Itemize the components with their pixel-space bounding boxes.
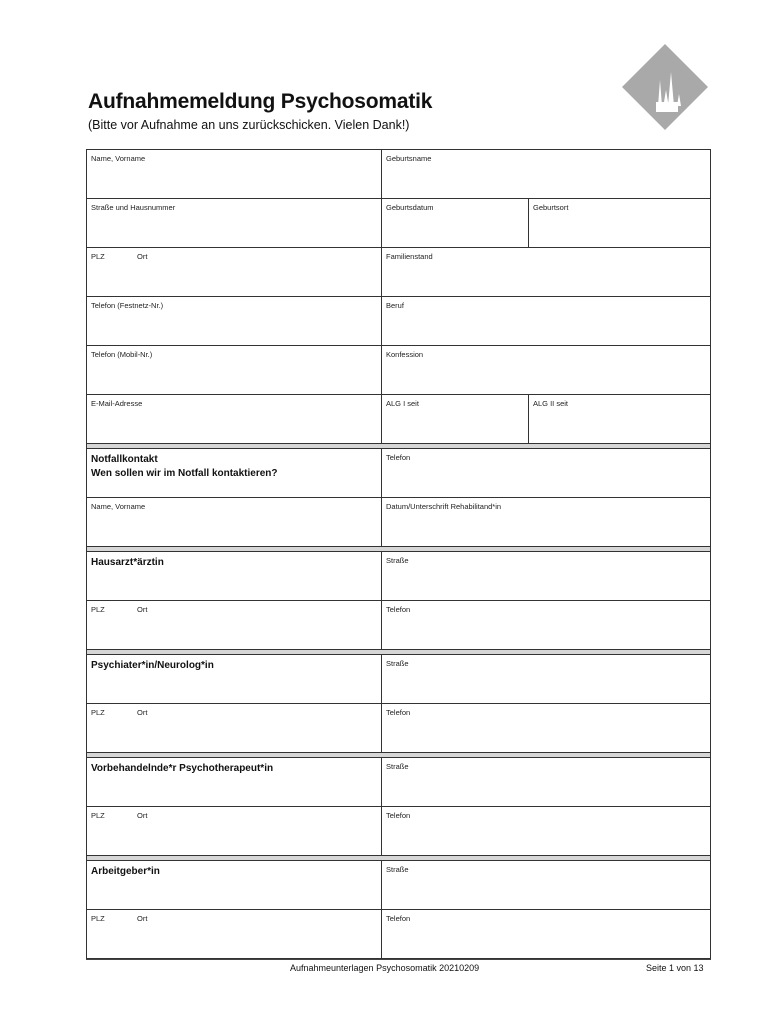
footer-page-number: Seite 1 von 13 xyxy=(646,963,704,973)
section-heading: Notfallkontakt Wen sollen wir im Notfall kontaktieren? xyxy=(91,454,278,479)
footer-divider xyxy=(86,959,711,960)
form-row xyxy=(86,149,711,199)
field-label: Ort xyxy=(137,252,148,261)
field-label: Name, Vorname xyxy=(91,502,146,511)
form-row xyxy=(86,910,711,959)
field-label: Ort xyxy=(137,708,148,717)
form-row xyxy=(86,861,711,910)
field-label: Ort xyxy=(137,811,148,820)
field-label: Straße xyxy=(386,865,409,874)
konfession-field[interactable] xyxy=(381,346,710,394)
field-label: ALG I seit xyxy=(386,399,419,408)
familienstand-field[interactable] xyxy=(381,248,710,296)
psychiater-plz-ort-field[interactable] xyxy=(87,704,381,752)
cathedral-diamond-logo-icon xyxy=(622,44,708,130)
field-label: Telefon (Mobil-Nr.) xyxy=(91,350,153,359)
field-label: Straße xyxy=(386,659,409,668)
psychotherapeut-telefon-field[interactable] xyxy=(381,807,710,855)
psychotherapeut-strasse-field[interactable] xyxy=(381,758,710,806)
email-field[interactable] xyxy=(87,395,381,443)
field-label: Telefon xyxy=(386,605,411,614)
datum-unterschrift-field[interactable] xyxy=(381,498,710,546)
notfall-heading-cell xyxy=(87,449,381,497)
field-label: Telefon xyxy=(386,914,411,923)
field-label: Name, Vorname xyxy=(91,154,146,163)
form-row xyxy=(86,449,711,498)
section-heading: Vorbehandelnde*r Psychotherapeut*in xyxy=(91,763,274,774)
hausarzt-strasse-field[interactable] xyxy=(381,552,710,600)
form-row xyxy=(86,498,711,547)
field-label: PLZ xyxy=(91,811,105,820)
field-label: PLZ xyxy=(91,708,105,717)
psychotherapeut-heading-cell xyxy=(87,758,381,806)
hausarzt-telefon-field[interactable] xyxy=(381,601,710,649)
geburtsort-field[interactable] xyxy=(528,199,710,247)
field-label: Datum/Unterschrift Rehabilitand*in xyxy=(386,502,502,511)
field-label: Telefon xyxy=(386,811,411,820)
beruf-field[interactable] xyxy=(381,297,710,345)
geburtsname-field[interactable] xyxy=(381,150,710,198)
strasse-field[interactable] xyxy=(87,199,381,247)
arbeitgeber-telefon-field[interactable] xyxy=(381,910,710,958)
plz-ort-field[interactable] xyxy=(87,248,381,296)
field-label: Telefon xyxy=(386,453,411,462)
form-row xyxy=(86,704,711,753)
notfall-telefon-field[interactable] xyxy=(381,449,710,497)
form-row xyxy=(86,601,711,650)
field-label: Beruf xyxy=(386,301,404,310)
name-field[interactable] xyxy=(87,150,381,198)
field-label: Telefon (Festnetz-Nr.) xyxy=(91,301,164,310)
arbeitgeber-heading-cell xyxy=(87,861,381,909)
admission-form xyxy=(86,149,711,959)
form-row xyxy=(86,758,711,807)
form-row xyxy=(86,395,711,444)
footer-document-name: Aufnahmeunterlagen Psychosomatik 20210209 xyxy=(290,963,480,973)
field-label: PLZ xyxy=(91,914,105,923)
field-label: Geburtsname xyxy=(386,154,432,163)
field-label: Ort xyxy=(137,605,148,614)
form-row xyxy=(86,248,711,297)
notfall-name-field[interactable] xyxy=(87,498,381,546)
alg1-field[interactable] xyxy=(381,395,528,443)
arbeitgeber-plz-ort-field[interactable] xyxy=(87,910,381,958)
psychiater-heading-cell xyxy=(87,655,381,703)
telefon-mobil-field[interactable] xyxy=(87,346,381,394)
field-label: Telefon xyxy=(386,708,411,717)
field-label: E-Mail-Adresse xyxy=(91,399,143,408)
page-subtitle: (Bitte vor Aufnahme an uns zurückschicken. Vielen Dank!) xyxy=(88,118,410,132)
hausarzt-plz-ort-field[interactable] xyxy=(87,601,381,649)
geburtsdatum-field[interactable] xyxy=(381,199,528,247)
field-label: PLZ xyxy=(91,252,105,261)
field-label: Konfession xyxy=(386,350,424,359)
psychiater-telefon-field[interactable] xyxy=(381,704,710,752)
page-title: Aufnahmemeldung Psychosomatik xyxy=(88,90,433,113)
form-row xyxy=(86,807,711,856)
field-label: PLZ xyxy=(91,605,105,614)
alg2-field[interactable] xyxy=(528,395,710,443)
field-label: Familienstand xyxy=(386,252,433,261)
form-row xyxy=(86,297,711,346)
field-label: ALG II seit xyxy=(533,399,569,408)
field-label: Straße xyxy=(386,556,409,565)
section-heading: Psychiater*in/Neurolog*in xyxy=(91,660,214,671)
field-label: Ort xyxy=(137,914,148,923)
form-row xyxy=(86,552,711,601)
section-heading: Hausarzt*ärztin xyxy=(91,557,164,568)
form-row xyxy=(86,199,711,248)
psychotherapeut-plz-ort-field[interactable] xyxy=(87,807,381,855)
section-heading: Arbeitgeber*in xyxy=(91,866,160,877)
psychiater-strasse-field[interactable] xyxy=(381,655,710,703)
hausarzt-heading-cell xyxy=(87,552,381,600)
form-row xyxy=(86,655,711,704)
arbeitgeber-strasse-field[interactable] xyxy=(381,861,710,909)
telefon-festnetz-field[interactable] xyxy=(87,297,381,345)
field-label: Geburtsort xyxy=(533,203,569,212)
field-label: Straße xyxy=(386,762,409,771)
form-row xyxy=(86,346,711,395)
field-label: Geburtsdatum xyxy=(386,203,434,212)
field-label: Straße und Hausnummer xyxy=(91,203,176,212)
